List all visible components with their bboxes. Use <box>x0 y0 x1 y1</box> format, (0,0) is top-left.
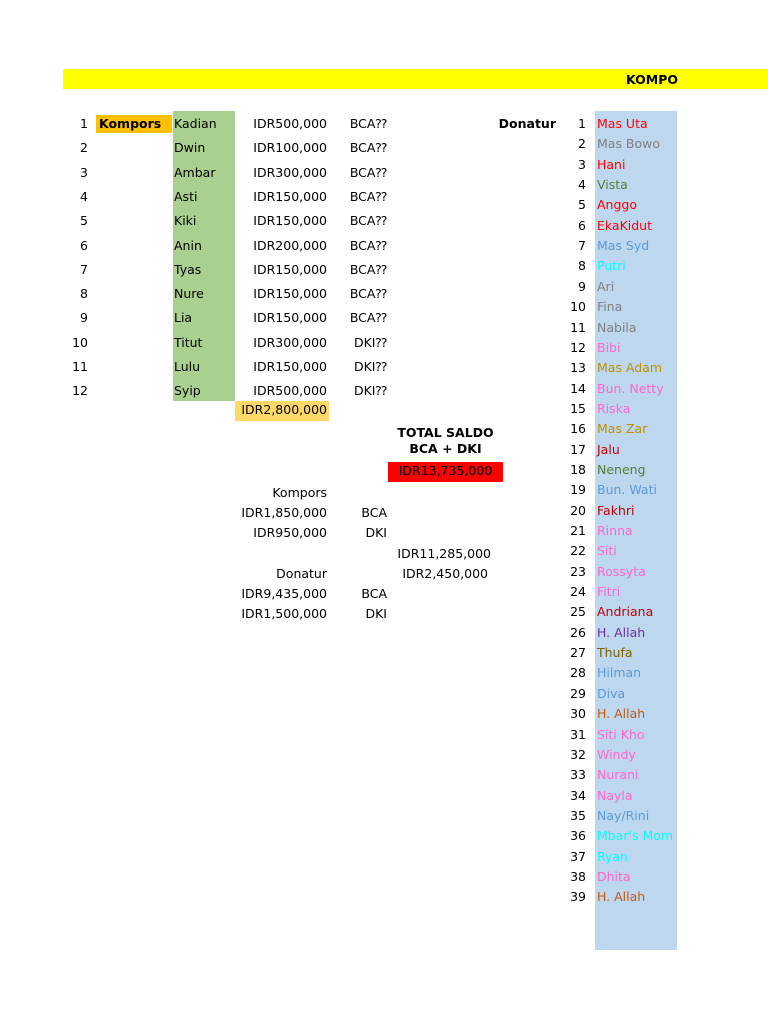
donatur-row-name: Mas Syd <box>597 238 650 253</box>
donatur-row-name: Rinna <box>597 523 633 538</box>
kompors-row-amount: IDR500,000 <box>253 383 327 398</box>
donatur-row-number: 30 <box>570 706 586 721</box>
kompors-row-number: 10 <box>72 335 88 350</box>
summary-kompors-bca: IDR1,850,000 <box>241 505 327 520</box>
summary-combined1: IDR11,285,000 <box>397 546 491 561</box>
donatur-row-name: EkaKidut <box>597 218 653 233</box>
kompors-row-name: Kiki <box>174 213 197 228</box>
kompors-row-amount: IDR150,000 <box>253 359 327 374</box>
donatur-row-name: Diva <box>597 686 626 701</box>
donatur-row-number: 4 <box>578 177 586 192</box>
donatur-row-number: 23 <box>570 564 586 579</box>
kompors-row-name: Lulu <box>174 359 201 374</box>
donatur-row-number: 20 <box>570 503 586 518</box>
donatur-row-number: 12 <box>570 340 586 355</box>
donatur-row-number: 10 <box>570 299 586 314</box>
kompors-row-number: 2 <box>80 140 88 155</box>
kompors-row-bank: DKI⁇ <box>353 383 387 398</box>
donatur-row-number: 25 <box>570 604 586 619</box>
donatur-row-name: Rossyta <box>597 564 646 579</box>
donatur-row-name: Fitri <box>597 584 621 599</box>
summary-donatur-bca: IDR9,435,000 <box>241 586 327 601</box>
kompors-row-name: Ambar <box>174 165 216 180</box>
kompors-row-name: Dwin <box>174 140 206 155</box>
kompors-subtotal: IDR2,800,000 <box>241 402 327 417</box>
kompors-row-bank: BCA⁇ <box>349 189 387 204</box>
donatur-row-name: Vista <box>597 177 628 192</box>
summary-kompors-label: Kompors <box>272 485 327 500</box>
kompors-row-number: 11 <box>72 359 88 374</box>
donatur-row-name: Nayla <box>597 788 633 803</box>
donatur-row-number: 17 <box>570 442 586 457</box>
donatur-row-number: 15 <box>570 401 586 416</box>
donatur-label: Donatur <box>498 116 556 131</box>
kompors-row-number: 8 <box>80 286 88 301</box>
kompors-row-number: 1 <box>80 116 88 131</box>
donatur-row-name: Anggo <box>597 197 637 212</box>
donatur-row-number: 36 <box>570 828 586 843</box>
total-label-line2: BCA + DKI <box>409 441 482 456</box>
donatur-row-number: 2 <box>578 136 586 151</box>
kompors-row-name: Nure <box>174 286 204 301</box>
kompors-row-bank: BCA⁇ <box>349 140 387 155</box>
kompors-row-name: Titut <box>174 335 203 350</box>
donatur-row-number: 9 <box>578 279 586 294</box>
kompors-row-name: Tyas <box>174 262 202 277</box>
donatur-row-name: Dhita <box>597 869 631 884</box>
kompors-row-amount: IDR150,000 <box>253 189 327 204</box>
donatur-row-number: 8 <box>578 258 586 273</box>
summary-donatur-dki-label: DKI <box>365 606 387 621</box>
kompors-row-bank: BCA⁇ <box>349 286 387 301</box>
donatur-row-name: Hani <box>597 157 626 172</box>
donatur-row-number: 39 <box>570 889 586 904</box>
header-title: KOMPO <box>626 72 678 87</box>
kompors-row-amount: IDR150,000 <box>253 213 327 228</box>
donatur-row-name: Nabila <box>597 320 637 335</box>
kompors-row-amount: IDR150,000 <box>253 310 327 325</box>
donatur-row-number: 38 <box>570 869 586 884</box>
kompors-row-bank: BCA⁇ <box>349 310 387 325</box>
kompors-row-amount: IDR500,000 <box>253 116 327 131</box>
donatur-row-number: 33 <box>570 767 586 782</box>
kompors-row-name: Kadian <box>174 116 217 131</box>
donatur-row-number: 26 <box>570 625 586 640</box>
kompors-row-name: Asti <box>174 189 198 204</box>
kompors-row-amount: IDR200,000 <box>253 238 327 253</box>
kompors-row-number: 3 <box>80 165 88 180</box>
donatur-row-number: 1 <box>578 116 586 131</box>
donatur-row-name: H. Allah <box>597 706 646 721</box>
donatur-row-number: 28 <box>570 665 586 680</box>
donatur-row-name: Mas Adam <box>597 360 663 375</box>
donatur-row-name: Mas Bowo <box>597 136 661 151</box>
donatur-row-name: Thufa <box>597 645 633 660</box>
kompors-row-bank: BCA⁇ <box>349 213 387 228</box>
donatur-row-name: Fakhri <box>597 503 635 518</box>
donatur-row-name: H. Allah <box>597 625 646 640</box>
summary-donatur-label: Donatur <box>276 566 327 581</box>
donatur-row-number: 16 <box>570 421 586 436</box>
donatur-row-number: 27 <box>570 645 586 660</box>
donatur-row-number: 14 <box>570 381 586 396</box>
donatur-row-name: Mas Uta <box>597 116 648 131</box>
donatur-row-name: Siti Kho <box>597 727 645 742</box>
kompors-row-amount: IDR100,000 <box>253 140 327 155</box>
donatur-row-name: Mbar's Mom <box>597 828 674 843</box>
kompors-row-bank: DKI⁇ <box>353 335 387 350</box>
summary-kompors-dki: IDR950,000 <box>253 525 327 540</box>
kompors-row-amount: IDR150,000 <box>253 262 327 277</box>
donatur-row-name: Neneng <box>597 462 646 477</box>
kompors-row-number: 4 <box>80 189 88 204</box>
donatur-row-number: 21 <box>570 523 586 538</box>
donatur-row-name: Jalu <box>597 442 620 457</box>
donatur-row-name: Andriana <box>597 604 654 619</box>
summary-kompors-bca-label: BCA <box>361 505 387 520</box>
donatur-row-name: Bun. Wati <box>597 482 657 497</box>
donatur-row-number: 3 <box>578 157 586 172</box>
kompors-row-name: Lia <box>174 310 193 325</box>
donatur-row-number: 6 <box>578 218 586 233</box>
summary-donatur-dki: IDR1,500,000 <box>241 606 327 621</box>
kompors-row-amount: IDR150,000 <box>253 286 327 301</box>
donatur-row-number: 32 <box>570 747 586 762</box>
donatur-row-name: Nurani <box>597 767 639 782</box>
donatur-row-number: 29 <box>570 686 586 701</box>
kompors-label: Kompors <box>99 116 162 131</box>
kompors-row-number: 9 <box>80 310 88 325</box>
donatur-row-number: 19 <box>570 482 586 497</box>
donatur-row-name: Fina <box>597 299 623 314</box>
donatur-row-name: Ryan <box>597 849 628 864</box>
donatur-row-number: 11 <box>570 320 586 335</box>
donatur-row-number: 7 <box>578 238 586 253</box>
donatur-row-name: Windy <box>597 747 636 762</box>
kompors-row-number: 5 <box>80 213 88 228</box>
donatur-row-name: Bibi <box>597 340 621 355</box>
kompors-row-number: 7 <box>80 262 88 277</box>
donatur-row-number: 18 <box>570 462 586 477</box>
donatur-row-name: H. Allah <box>597 889 646 904</box>
donatur-row-name: Bun. Netty <box>597 381 664 396</box>
donatur-row-name: Hilman <box>597 665 642 680</box>
summary-kompors-dki-label: DKI <box>365 525 387 540</box>
donatur-row-name: Ari <box>597 279 615 294</box>
donatur-row-number: 13 <box>570 360 586 375</box>
kompors-row-bank: BCA⁇ <box>349 116 387 131</box>
kompors-row-amount: IDR300,000 <box>253 335 327 350</box>
donatur-row-number: 24 <box>570 584 586 599</box>
total-label-line1: TOTAL SALDO <box>397 425 494 440</box>
donatur-row-name: Nay/Rini <box>597 808 650 823</box>
kompors-row-bank: BCA⁇ <box>349 165 387 180</box>
kompors-row-number: 6 <box>80 238 88 253</box>
kompors-row-number: 12 <box>72 383 88 398</box>
donatur-row-number: 34 <box>570 788 586 803</box>
donatur-row-number: 37 <box>570 849 586 864</box>
kompors-row-bank: DKI⁇ <box>353 359 387 374</box>
kompors-row-name: Anin <box>174 238 202 253</box>
total-value: IDR13,735,000 <box>398 463 493 478</box>
donatur-row-name: Siti <box>597 543 617 558</box>
donatur-row-name: Riska <box>597 401 631 416</box>
summary-donatur-bca-label: BCA <box>361 586 387 601</box>
donatur-row-number: 31 <box>570 727 586 742</box>
kompors-row-bank: BCA⁇ <box>349 238 387 253</box>
donatur-row-number: 35 <box>570 808 586 823</box>
kompors-row-bank: BCA⁇ <box>349 262 387 277</box>
kompors-row-amount: IDR300,000 <box>253 165 327 180</box>
donatur-row-number: 5 <box>578 197 586 212</box>
kompors-row-name: Syip <box>174 383 201 398</box>
donatur-row-name: Mas Zar <box>597 421 648 436</box>
summary-combined2: IDR2,450,000 <box>402 566 488 581</box>
donatur-row-name: Putri <box>597 258 626 273</box>
donatur-row-number: 22 <box>570 543 586 558</box>
